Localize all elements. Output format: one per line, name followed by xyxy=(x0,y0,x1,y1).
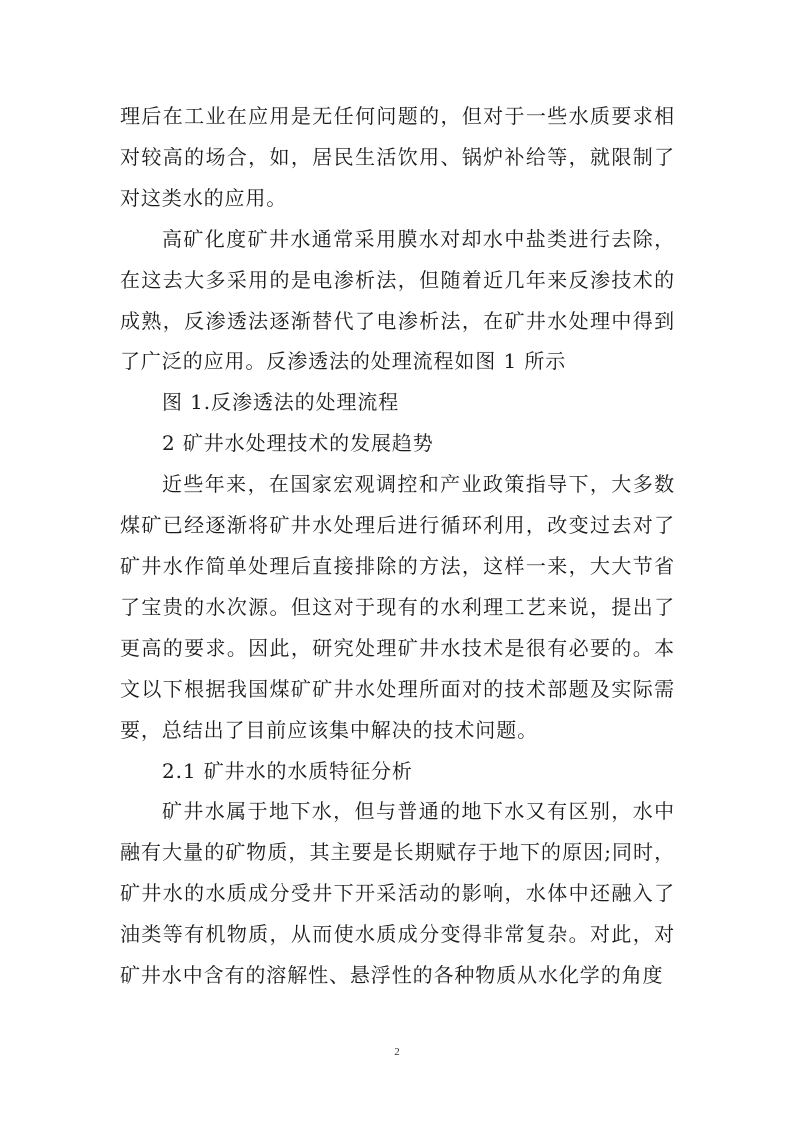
paragraph-development-trend: 近些年来，在国家宏观调控和产业政策指导下，大多数煤矿已经逐渐将矿井水处理后进行循环利用，改变过去对了矿井水作简单处理后直接排除的方法，这样一来，大大节省了宝贵的水次源。但这对于现有的水利理工艺来说，提出了更高的要求。因此，研究处理矿井水技术是很有必要的。本文以下根据我国煤矿矿井水处理所面对的技术部题及实际需要，总结出了目前应该集中解决的技术问题。 xyxy=(120,472,675,742)
paragraph-reverse-osmosis: 高矿化度矿井水通常采用膜水对却水中盐类进行去除，在这去大多采用的是电渗析法，但随着近几年来反渗技术的成熟，反渗透法逐渐替代了电渗析法，在矿井水处理中得到了广泛的应用。反渗透法的处理流程如图 1 所示 xyxy=(120,226,675,374)
section-heading: 2 矿井水处理技术的发展趋势 xyxy=(162,431,434,456)
figure-caption: 图 1.反渗透法的处理流程 xyxy=(162,390,400,415)
document-body xyxy=(120,96,675,996)
paragraph-continuation: 理后在工业在应用是无任何问题的，但对于一些水质要求相对较高的场合，如，居民生活饮用、锅炉补给等，就限制了对这类水的应用。 xyxy=(120,104,675,210)
page-number: 2 xyxy=(394,1046,400,1058)
subsection-heading: 2.1 矿井水的水质特征分析 xyxy=(162,758,413,783)
paragraph-water-quality: 矿井水属于地下水，但与普通的地下水又有区别，水中融有大量的矿物质，其主要是长期赋存于地下的原因;同时，矿井水的水质成分受井下开采活动的影响，水体中还融入了油类等有机物质，从而使水质成分变得非常复杂。对此，对矿井水中含有的溶解性、悬浮性的各种物质从水化学的角度 xyxy=(120,799,675,988)
